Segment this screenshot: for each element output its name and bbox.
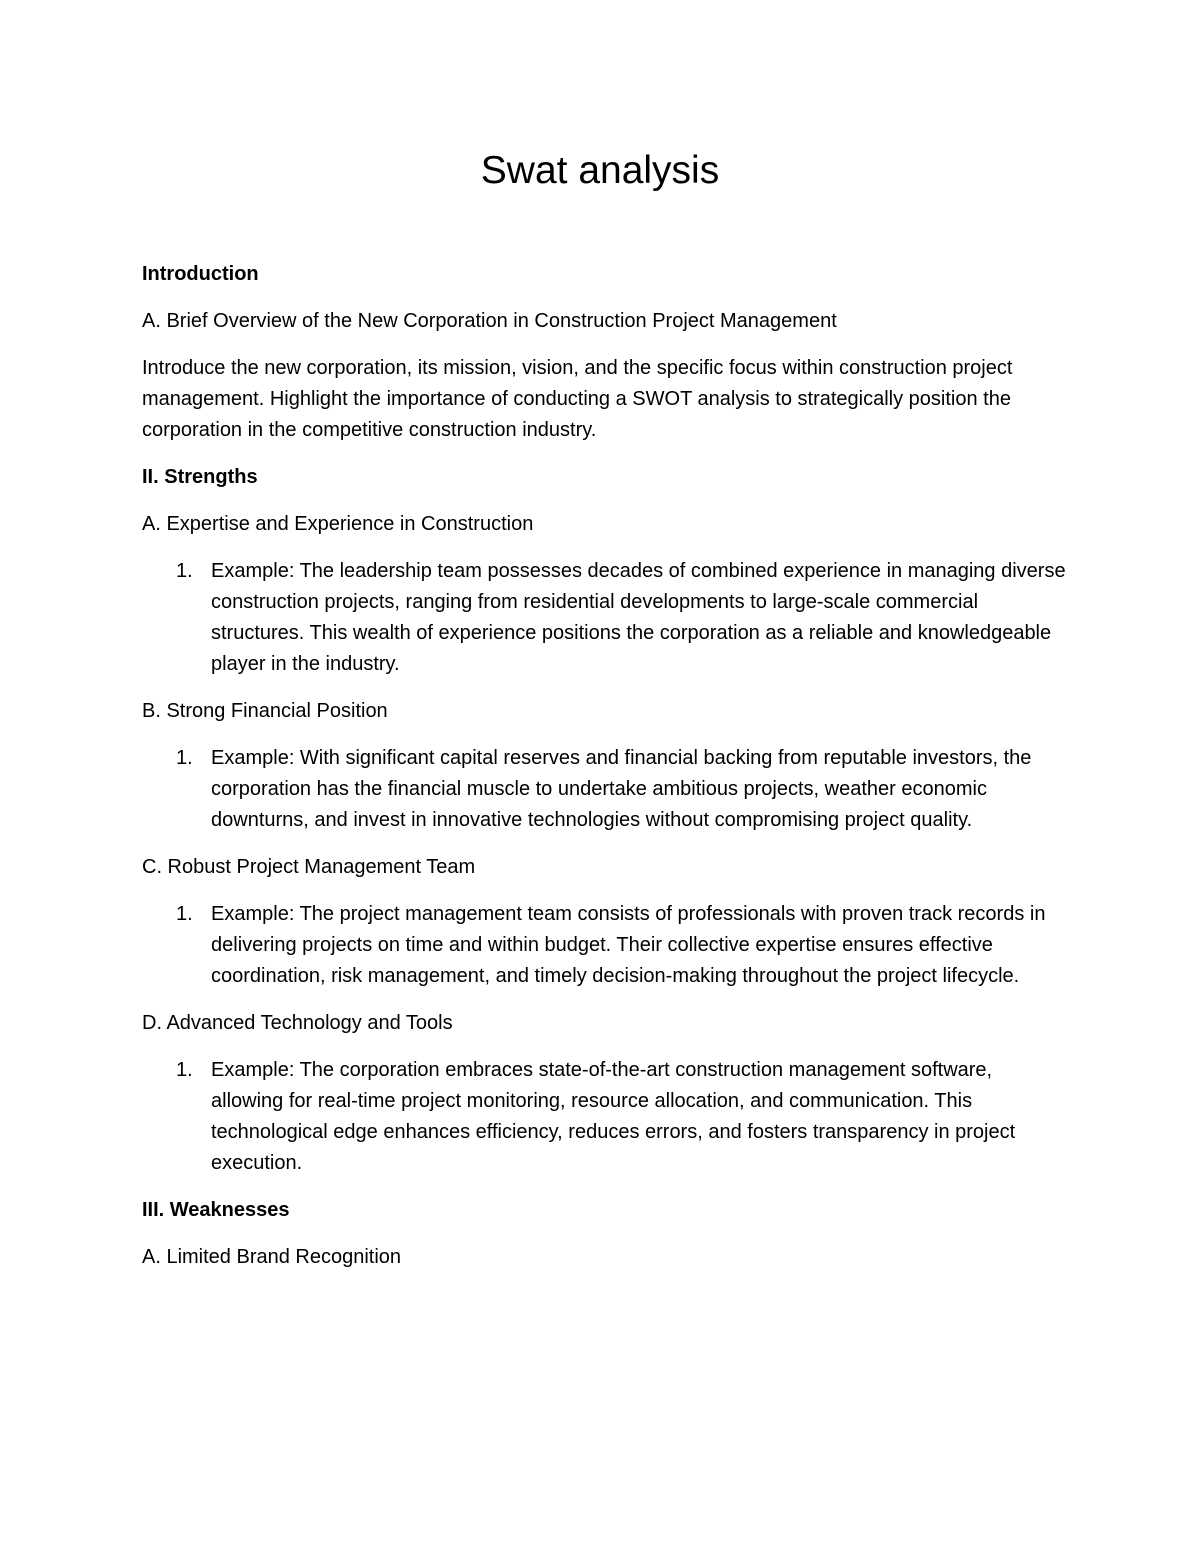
- numbered-list: [142, 556, 1067, 680]
- subheading-technology-tools: D. Advanced Technology and Tools: [142, 1012, 453, 1034]
- list-item-text: Example: The leadership team possesses decades of combined experience in managing diverse construction projects, ranging from residential developments to large-scale commercial structures. This wealth of experience positions the corporation as a reliable and knowledgeable player in the industry.: [211, 560, 1066, 675]
- document-body: [142, 259, 1067, 1289]
- subheading-project-management-team: C. Robust Project Management Team: [142, 856, 476, 878]
- section-heading-strengths: II. Strengths: [142, 466, 258, 488]
- list-item-text: Example: With significant capital reserves and financial backing from reputable investors, the corporation has the financial muscle to undertake ambitious projects, weather economic downturns, and invest in innovative technologies without compromising project quality.: [211, 747, 1032, 831]
- intro-paragraph: Introduce the new corporation, its mission, vision, and the specific focus within construction project management. Highlight the importance of conducting a SWOT analysis to strategically position the corporation in the competitive construction industry.: [142, 357, 1013, 441]
- list-number: 1.: [176, 903, 193, 925]
- list-item: [142, 1055, 1067, 1179]
- list-item-text: Example: The project management team consists of professionals with proven track records in delivering projects on time and within budget. Their collective expertise ensures effective coordination, risk management, and timely decision-making throughout the project lifecycle.: [211, 903, 1046, 987]
- section-heading-weaknesses: III. Weaknesses: [142, 1199, 290, 1221]
- list-item-text: Example: The corporation embraces state-of-the-art construction management software, allowing for real-time project monitoring, resource allocation, and communication. This technological edge enhances efficiency, reduces errors, and fosters transparency in project execution.: [211, 1059, 1016, 1174]
- subheading-expertise: A. Expertise and Experience in Construction: [142, 513, 534, 535]
- section-heading-introduction: Introduction: [142, 263, 259, 285]
- list-item: [142, 899, 1067, 992]
- list-item: [142, 743, 1067, 836]
- subheading-brief-overview: A. Brief Overview of the New Corporation in Construction Project Management: [142, 310, 837, 332]
- numbered-list: [142, 743, 1067, 836]
- numbered-list: [142, 1055, 1067, 1179]
- document-title: Swat analysis: [480, 149, 720, 192]
- list-number: 1.: [176, 747, 193, 769]
- list-number: 1.: [176, 560, 193, 582]
- list-item: [142, 556, 1067, 680]
- subheading-financial-position: B. Strong Financial Position: [142, 700, 388, 722]
- subheading-brand-recognition: A. Limited Brand Recognition: [142, 1246, 402, 1268]
- numbered-list: [142, 899, 1067, 992]
- list-number: 1.: [176, 1059, 193, 1081]
